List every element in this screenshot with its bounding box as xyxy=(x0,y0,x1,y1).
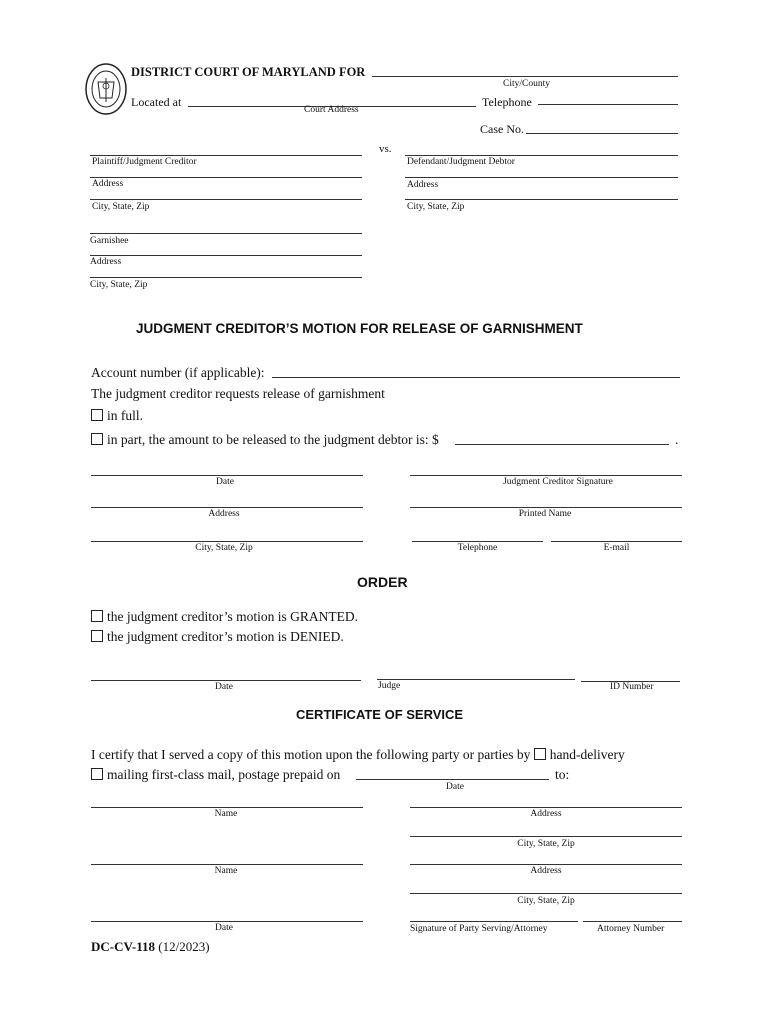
order-granted xyxy=(91,609,358,625)
party2-city-field[interactable] xyxy=(410,893,682,894)
court-telephone-field[interactable] xyxy=(538,104,678,105)
printed-name-field[interactable] xyxy=(410,507,682,508)
defendant-address-field[interactable] xyxy=(405,177,678,178)
party2-address-field[interactable] xyxy=(410,864,682,865)
attorney-number-label: Attorney Number xyxy=(597,924,665,934)
option-part-label: in part, the amount to be released to the judgment debtor is: $ xyxy=(107,432,439,447)
service-date-label: Date xyxy=(215,923,233,933)
form-date: (12/2023) xyxy=(158,939,210,954)
plaintiff-address-field[interactable] xyxy=(90,177,362,178)
court-seal-icon xyxy=(84,62,128,116)
defendant-field[interactable] xyxy=(405,155,678,156)
telephone-label: Telephone xyxy=(482,95,532,109)
garnishee-city-label: City, State, Zip xyxy=(90,280,148,290)
certify-text xyxy=(91,747,625,763)
mailing-date-field[interactable] xyxy=(356,779,549,780)
motion-date-label: Date xyxy=(216,477,234,487)
judge-label: Judge xyxy=(378,681,401,691)
garnishee-field[interactable] xyxy=(90,233,362,234)
mailing-label: mailing first-class mail, postage prepaid on xyxy=(107,767,341,782)
city-county-label: City/County xyxy=(503,79,550,89)
full-checkbox[interactable] xyxy=(91,409,103,421)
part-checkbox[interactable] xyxy=(91,433,103,445)
signature-party-field[interactable] xyxy=(410,921,578,922)
amount-field[interactable] xyxy=(455,444,669,445)
defendant-city-field[interactable] xyxy=(405,199,678,200)
plaintiff-city-label: City, State, Zip xyxy=(92,202,150,212)
motion-city-field[interactable] xyxy=(91,541,363,542)
vs-label: vs. xyxy=(379,143,392,155)
printed-name-label: Printed Name xyxy=(518,509,572,519)
judge-field[interactable] xyxy=(377,679,575,680)
order-denied xyxy=(91,629,344,645)
creditor-signature-label: Judgment Creditor Signature xyxy=(503,477,613,487)
party2-name-field[interactable] xyxy=(91,864,363,865)
plaintiff-city-field[interactable] xyxy=(90,199,362,200)
garnishee-address-label: Address xyxy=(90,257,122,267)
defendant-city-label: City, State, Zip xyxy=(407,202,465,212)
party1-name-field[interactable] xyxy=(91,807,363,808)
plaintiff-address-label: Address xyxy=(92,179,124,189)
mailing-checkbox[interactable] xyxy=(91,768,103,780)
defendant-label: Defendant/Judgment Debtor xyxy=(407,157,515,167)
granted-checkbox[interactable] xyxy=(91,610,103,622)
located-at-label: Located at xyxy=(131,95,182,109)
motion-telephone-field[interactable] xyxy=(412,541,543,542)
garnishee-address-field[interactable] xyxy=(90,255,362,256)
motion-date-field[interactable] xyxy=(91,475,363,476)
party1-city-label: City, State, Zip xyxy=(517,839,575,849)
form-footer xyxy=(91,939,210,955)
plaintiff-label: Plaintiff/Judgment Creditor xyxy=(92,157,197,167)
account-number-label: Account number (if applicable): xyxy=(91,365,265,380)
option-part-end: . xyxy=(675,432,679,447)
party2-address-label: Address xyxy=(530,866,562,876)
to-label: to: xyxy=(555,767,570,782)
requests-text: The judgment creditor requests release of garnishment xyxy=(91,386,385,401)
order-date-label: Date xyxy=(215,682,233,692)
case-no-field[interactable] xyxy=(526,133,678,134)
mailing-text xyxy=(91,767,340,783)
party1-address-label: Address xyxy=(530,809,562,819)
motion-city-label: City, State, Zip xyxy=(195,543,253,553)
signature-party-label: Signature of Party Serving/Attorney xyxy=(410,924,548,934)
id-number-label: ID Number xyxy=(610,682,654,692)
motion-address-field[interactable] xyxy=(91,507,363,508)
plaintiff-field[interactable] xyxy=(90,155,362,156)
party1-name-label: Name xyxy=(214,809,238,819)
service-date-field[interactable] xyxy=(91,921,363,922)
party1-city-field[interactable] xyxy=(410,836,682,837)
hand-delivery-checkbox[interactable] xyxy=(534,748,546,760)
denied-checkbox[interactable] xyxy=(91,630,103,642)
party2-name-label: Name xyxy=(214,866,238,876)
case-no-label: Case No. xyxy=(480,122,524,136)
order-granted-label: the judgment creditor’s motion is GRANTED. xyxy=(107,609,358,624)
motion-email-label: E-mail xyxy=(603,543,630,553)
form-number: DC-CV-118 xyxy=(91,939,156,954)
garnishee-label: Garnishee xyxy=(90,236,129,246)
order-date-field[interactable] xyxy=(91,680,361,681)
creditor-signature-field[interactable] xyxy=(410,475,682,476)
court-title: DISTRICT COURT OF MARYLAND FOR xyxy=(131,65,366,79)
motion-title: JUDGMENT CREDITOR’S MOTION FOR RELEASE OF GARNISHMENT xyxy=(136,321,583,336)
certify-label: I certify that I served a copy of this motion upon the following party or parties by xyxy=(91,747,531,762)
motion-address-label: Address xyxy=(208,509,240,519)
hand-delivery-label: hand-delivery xyxy=(549,747,625,762)
party2-city-label: City, State, Zip xyxy=(517,896,575,906)
mailing-date-label: Date xyxy=(446,782,464,792)
account-number-field[interactable] xyxy=(272,377,680,378)
option-full xyxy=(91,408,143,424)
party1-address-field[interactable] xyxy=(410,807,682,808)
order-title: ORDER xyxy=(357,574,408,590)
court-address-label: Court Address xyxy=(304,105,359,115)
defendant-address-label: Address xyxy=(407,180,439,190)
order-denied-label: the judgment creditor’s motion is DENIED. xyxy=(107,629,344,644)
city-county-field[interactable] xyxy=(372,76,678,77)
option-full-label: in full. xyxy=(107,408,143,423)
option-part xyxy=(91,432,439,448)
attorney-number-field[interactable] xyxy=(583,921,682,922)
certificate-title: CERTIFICATE OF SERVICE xyxy=(296,707,464,722)
motion-telephone-label: Telephone xyxy=(457,543,498,553)
garnishee-city-field[interactable] xyxy=(90,277,362,278)
motion-email-field[interactable] xyxy=(551,541,682,542)
